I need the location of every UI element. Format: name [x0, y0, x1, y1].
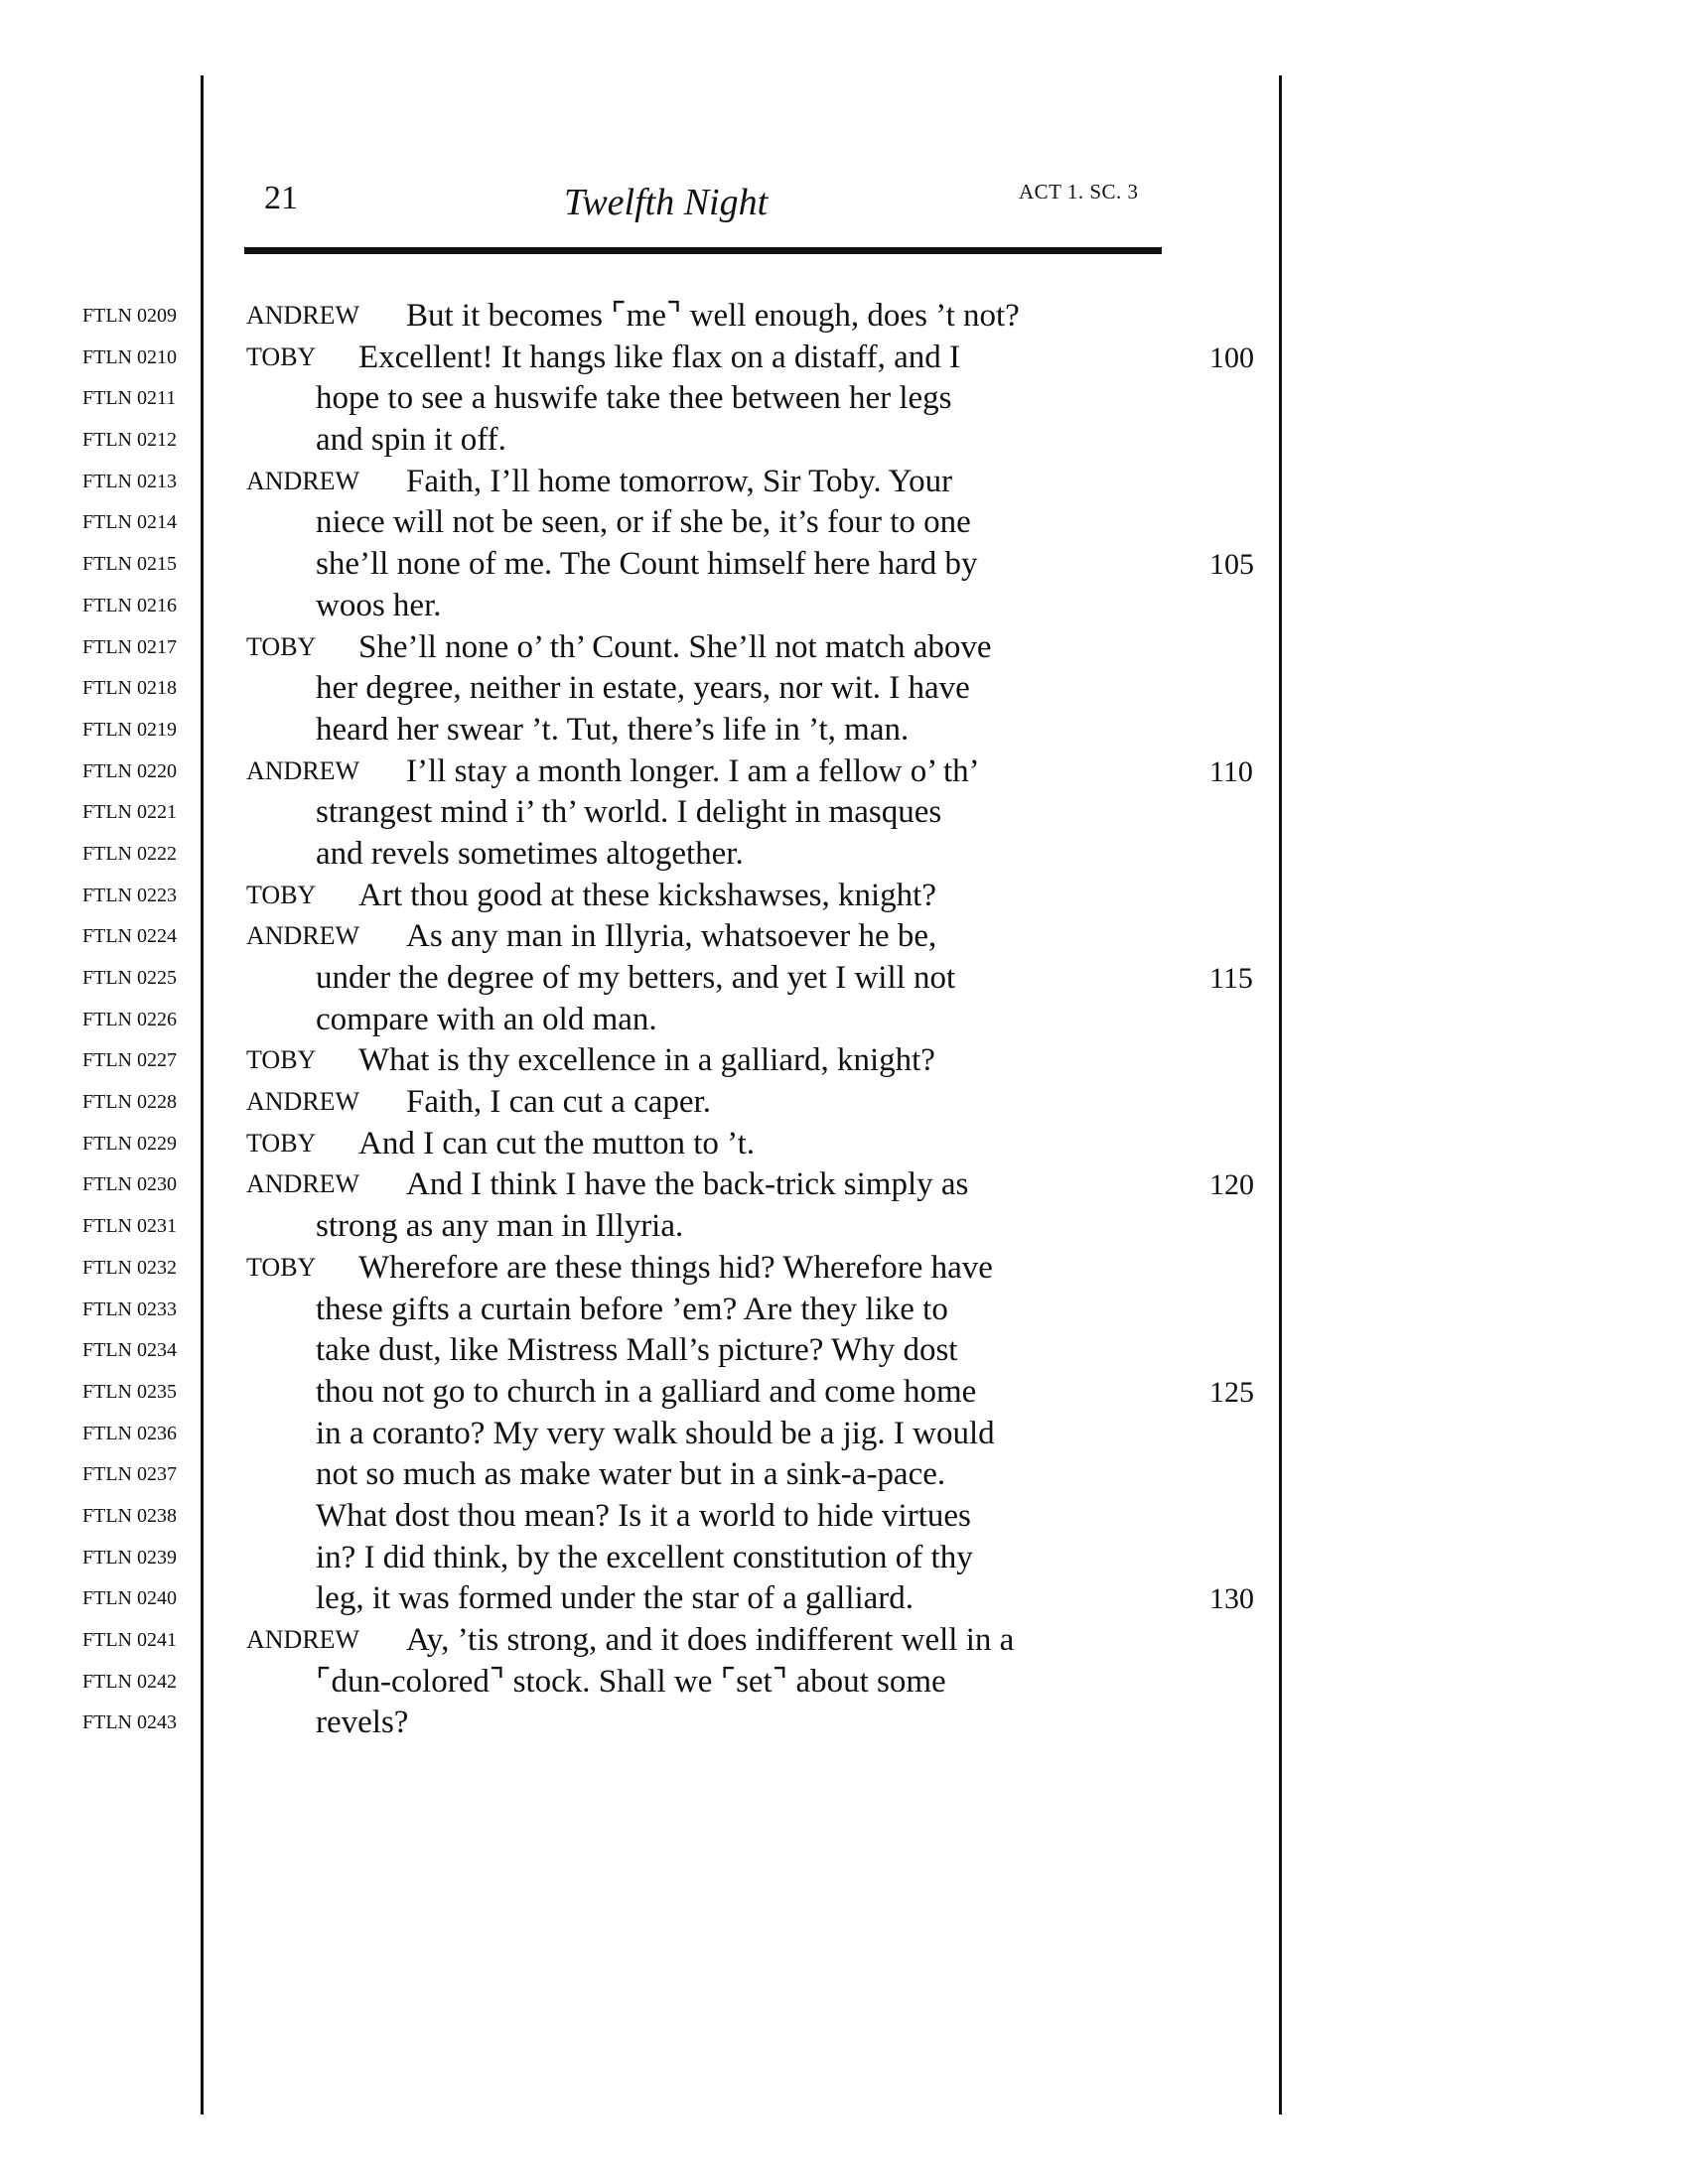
ftln-number: FTLN 0216 — [82, 594, 177, 616]
script-line — [0, 1496, 1688, 1538]
dialogue-text: ⌜dun-colored⌝ stock. Shall we ⌜set⌝ about some — [316, 1663, 946, 1700]
dialogue-text: As any man in Illyria, whatsoever he be, — [406, 918, 937, 955]
ftln-number: FTLN 0240 — [82, 1587, 177, 1610]
dialogue-text: take dust, like Mistress Mall’s picture? Why dost — [316, 1332, 958, 1369]
speaker-name: ANDREW — [246, 1625, 360, 1654]
ftln-number: FTLN 0237 — [82, 1463, 177, 1486]
script-line — [0, 1164, 1688, 1206]
dialogue-text: compare with an old man. — [316, 1001, 657, 1037]
dialogue-text: Faith, I’ll home tomorrow, Sir Toby. Your — [406, 463, 953, 499]
ftln-number: FTLN 0241 — [82, 1629, 177, 1651]
speaker-name: ANDREW — [246, 755, 360, 785]
script-line — [0, 792, 1688, 834]
dialogue-text: What dost thou mean? Is it a world to hide virtues — [316, 1497, 971, 1534]
script-line — [0, 1454, 1688, 1496]
script-line — [0, 1372, 1688, 1414]
dialogue-text: and revels sometimes altogether. — [316, 835, 744, 872]
script-line — [0, 586, 1688, 627]
dialogue-text: her degree, neither in estate, years, nor wit. I have — [316, 670, 970, 707]
script-line — [0, 1414, 1688, 1455]
speaker-name: TOBY — [246, 631, 317, 661]
script-line — [0, 876, 1688, 917]
script-line — [0, 1000, 1688, 1041]
script-line — [0, 958, 1688, 1000]
script-line — [0, 1538, 1688, 1579]
line-number: 115 — [1209, 962, 1253, 995]
dialogue-text: heard her swear ’t. Tut, there’s life in ’t, man. — [316, 711, 910, 748]
act-scene-label: ACT 1. SC. 3 — [1019, 180, 1139, 204]
ftln-number: FTLN 0227 — [82, 1049, 177, 1072]
speaker-name: TOBY — [246, 1252, 317, 1282]
speaker-name: TOBY — [246, 1128, 317, 1158]
ftln-number: FTLN 0228 — [82, 1091, 177, 1114]
dialogue-text: she’ll none of me. The Count himself here hard by — [316, 546, 978, 583]
script-line — [0, 502, 1688, 544]
script-line — [0, 834, 1688, 876]
ftln-number: FTLN 0232 — [82, 1256, 177, 1279]
line-number: 120 — [1209, 1168, 1254, 1202]
script-line — [0, 420, 1688, 462]
line-number: 110 — [1209, 754, 1253, 788]
speaker-name: ANDREW — [246, 301, 360, 330]
ftln-number: FTLN 0230 — [82, 1173, 177, 1196]
ftln-number: FTLN 0226 — [82, 1008, 177, 1030]
dialogue-text: and spin it off. — [316, 422, 506, 459]
header-rule — [244, 247, 1162, 254]
ftln-number: FTLN 0222 — [82, 842, 177, 865]
ftln-number: FTLN 0238 — [82, 1504, 177, 1527]
ftln-number: FTLN 0217 — [82, 635, 177, 658]
speaker-name: TOBY — [246, 1045, 317, 1075]
script-line — [0, 338, 1688, 379]
dialogue-text: But it becomes ⌜me⌝ well enough, does ’t not? — [406, 298, 1020, 334]
ftln-number: FTLN 0220 — [82, 759, 177, 782]
ftln-number: FTLN 0218 — [82, 677, 177, 700]
script-line — [0, 627, 1688, 669]
page-number: 21 — [264, 180, 298, 216]
ftln-number: FTLN 0239 — [82, 1546, 177, 1569]
script-line — [0, 1206, 1688, 1248]
dialogue-text: Ay, ’tis strong, and it does indifferent well in a — [406, 1622, 1015, 1658]
dialogue-text: strangest mind i’ th’ world. I delight in masques — [316, 794, 942, 831]
line-number: 105 — [1209, 548, 1254, 582]
dialogue-text: She’ll none o’ th’ Count. She’ll not match above — [358, 628, 992, 665]
ftln-number: FTLN 0219 — [82, 718, 177, 741]
speaker-name: ANDREW — [246, 466, 360, 495]
script-lines — [0, 296, 1688, 1744]
ftln-number: FTLN 0225 — [82, 967, 177, 989]
speaker-name: TOBY — [246, 341, 317, 371]
dialogue-text: in a coranto? My very walk should be a jig. I would — [316, 1415, 995, 1451]
speaker-name: ANDREW — [246, 921, 360, 951]
ftln-number: FTLN 0223 — [82, 884, 177, 906]
script-line — [0, 1040, 1688, 1082]
script-line — [0, 544, 1688, 586]
ftln-number: FTLN 0233 — [82, 1297, 177, 1320]
dialogue-text: niece will not be seen, or if she be, it’s four to one — [316, 504, 971, 541]
ftln-number: FTLN 0214 — [82, 511, 177, 534]
dialogue-text: revels? — [316, 1705, 409, 1741]
script-line — [0, 1620, 1688, 1662]
dialogue-text: Wherefore are these things hid? Wherefore have — [358, 1249, 993, 1286]
script-line — [0, 1330, 1688, 1372]
dialogue-text: in? I did think, by the excellent constitution of thy — [316, 1539, 973, 1575]
dialogue-text: under the degree of my betters, and yet I will not — [316, 960, 956, 996]
dialogue-text: Excellent! It hangs like flax on a distaff, and I — [358, 339, 961, 375]
ftln-number: FTLN 0221 — [82, 801, 177, 824]
ftln-number: FTLN 0234 — [82, 1339, 177, 1362]
script-line — [0, 668, 1688, 710]
ftln-number: FTLN 0210 — [82, 345, 177, 368]
dialogue-text: And I think I have the back-trick simply as — [406, 1166, 969, 1203]
dialogue-text: not so much as make water but in a sink-a-pace. — [316, 1456, 946, 1493]
dialogue-text: woos her. — [316, 587, 442, 623]
dialogue-text: strong as any man in Illyria. — [316, 1208, 684, 1245]
dialogue-text: hope to see a huswife take thee between her legs — [316, 380, 952, 417]
script-line — [0, 710, 1688, 751]
ftln-number: FTLN 0211 — [82, 387, 177, 410]
ftln-number: FTLN 0229 — [82, 1132, 177, 1155]
script-line — [0, 378, 1688, 420]
ftln-number: FTLN 0224 — [82, 925, 177, 948]
dialogue-text: thou not go to church in a galliard and come home — [316, 1373, 977, 1410]
ftln-number: FTLN 0242 — [82, 1670, 177, 1693]
script-line — [0, 1290, 1688, 1331]
ftln-number: FTLN 0212 — [82, 429, 177, 452]
script-line — [0, 751, 1688, 793]
ftln-number: FTLN 0231 — [82, 1215, 177, 1238]
ftln-number: FTLN 0215 — [82, 553, 177, 576]
dialogue-text: Faith, I can cut a caper. — [406, 1084, 711, 1121]
line-number: 130 — [1209, 1582, 1254, 1616]
speaker-name: ANDREW — [246, 1169, 360, 1199]
ftln-number: FTLN 0236 — [82, 1422, 177, 1444]
ftln-number: FTLN 0243 — [82, 1711, 177, 1734]
dialogue-text: And I can cut the mutton to ’t. — [358, 1125, 755, 1161]
dialogue-text: these gifts a curtain before ’em? Are they like to — [316, 1291, 948, 1327]
dialogue-text: leg, it was formed under the star of a galliard. — [316, 1580, 914, 1617]
ftln-number: FTLN 0213 — [82, 470, 177, 492]
speaker-name: TOBY — [246, 880, 317, 909]
script-line — [0, 1662, 1688, 1704]
speaker-name: ANDREW — [246, 1087, 360, 1117]
script-line — [0, 1703, 1688, 1744]
script-line — [0, 462, 1688, 503]
dialogue-text: What is thy excellence in a galliard, knight? — [358, 1042, 935, 1079]
script-line — [0, 1082, 1688, 1124]
dialogue-text: I’ll stay a month longer. I am a fellow o’ th’ — [406, 752, 980, 789]
line-number: 100 — [1209, 341, 1254, 374]
play-title: Twelfth Night — [564, 182, 769, 223]
script-line — [0, 916, 1688, 958]
script-line — [0, 1124, 1688, 1165]
script-line — [0, 1578, 1688, 1620]
ftln-number: FTLN 0235 — [82, 1380, 177, 1403]
line-number: 125 — [1209, 1375, 1254, 1409]
script-line — [0, 1248, 1688, 1290]
script-line — [0, 296, 1688, 338]
dialogue-text: Art thou good at these kickshawses, knight? — [358, 877, 936, 913]
ftln-number: FTLN 0209 — [82, 305, 177, 327]
